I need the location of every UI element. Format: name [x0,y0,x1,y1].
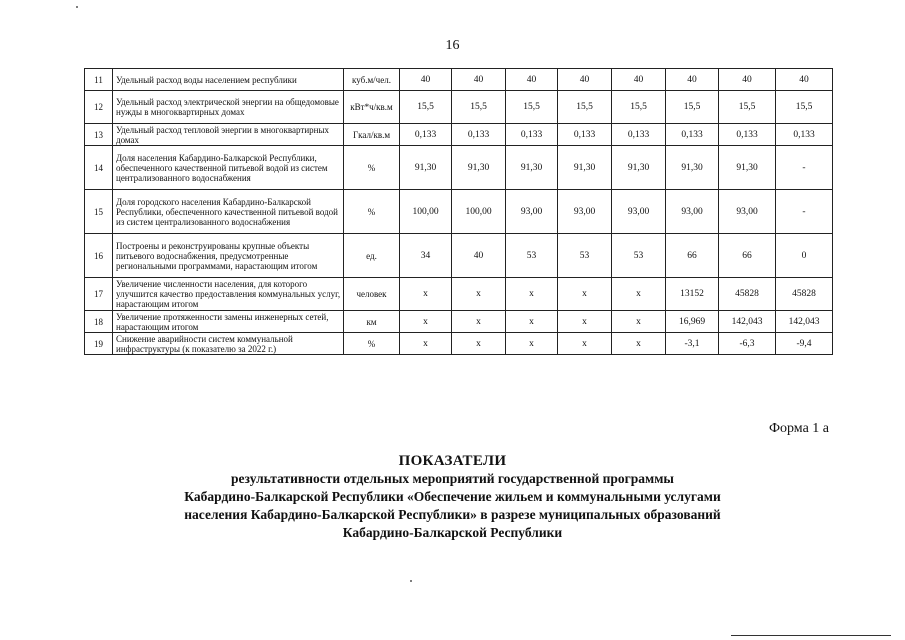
value-cell: 93,00 [558,190,612,234]
value-cell: 40 [400,69,452,91]
indicator-name-cell: Построены и реконструированы крупные объекты питьевого водоснабжения, предусмотренные региональными программами, нарастающим итогом [113,234,344,278]
value-cell: 93,00 [612,190,666,234]
value-cell: -3,1 [666,333,719,355]
value-cell: 0,133 [719,124,776,146]
indicator-name-cell: Доля городского населения Кабардино-Балкарской Республики, обеспеченного качественной питьевой водой из систем централизованного водоснабжения [113,190,344,234]
table-row [85,311,833,333]
value-cell: -6,3 [719,333,776,355]
unit-cell: % [344,190,400,234]
indicator-name-cell: Снижение аварийности систем коммунальной инфраструктуры (к показателю за 2022 г.) [113,333,344,355]
value-cell: 53 [558,234,612,278]
value-cell: 0,133 [666,124,719,146]
row-number-cell: 19 [85,333,113,355]
row-number-cell: 11 [85,69,113,91]
value-cell: 91,30 [719,146,776,190]
value-cell: 91,30 [506,146,558,190]
table-row [85,234,833,278]
indicators-table [84,68,833,355]
indicator-name-cell: Доля населения Кабардино-Балкарской Республики, обеспеченного качественной питьевой водой из систем централизованного водоснабжения [113,146,344,190]
value-cell: 0,133 [612,124,666,146]
value-cell: х [452,278,506,311]
table-row [85,124,833,146]
value-cell: 91,30 [666,146,719,190]
value-cell: 93,00 [719,190,776,234]
value-cell: 15,5 [558,91,612,124]
value-cell: - [776,146,833,190]
indicator-name-cell: Удельный расход электрической энергии на общедомовые нужды в многоквартирных домах [113,91,344,124]
value-cell: 45828 [776,278,833,311]
table-row [85,190,833,234]
value-cell: х [558,278,612,311]
value-cell: 34 [400,234,452,278]
value-cell: 15,5 [452,91,506,124]
unit-cell: куб.м/чел. [344,69,400,91]
unit-cell: человек [344,278,400,311]
value-cell: 91,30 [400,146,452,190]
value-cell: х [612,311,666,333]
indicator-name-cell: Удельный расход воды населением республики [113,69,344,91]
value-cell: 15,5 [776,91,833,124]
unit-cell: % [344,146,400,190]
scan-speck [76,6,78,8]
value-cell: 15,5 [612,91,666,124]
table-row [85,333,833,355]
value-cell: 53 [506,234,558,278]
row-number-cell: 16 [85,234,113,278]
indicator-name-cell: Удельный расход тепловой энергии в многоквартирных домах [113,124,344,146]
value-cell: -9,4 [776,333,833,355]
title-line: Кабардино-Балкарской Республики «Обеспечение жильем и коммунальными услугами [184,489,721,504]
title-heading: ПОКАЗАТЕЛИ [398,453,507,469]
value-cell: 13152 [666,278,719,311]
title-line: населения Кабардино-Балкарской Республики» в разрезе муниципальных образований [184,507,721,522]
table-row [85,146,833,190]
value-cell: х [400,333,452,355]
value-cell: х [506,278,558,311]
value-cell: х [400,311,452,333]
unit-cell: Гкал/кв.м [344,124,400,146]
value-cell: 142,043 [719,311,776,333]
row-number-cell: 12 [85,91,113,124]
value-cell: 0,133 [558,124,612,146]
value-cell: 93,00 [666,190,719,234]
value-cell: 93,00 [506,190,558,234]
value-cell: 40 [506,69,558,91]
row-number-cell: 14 [85,146,113,190]
value-cell: х [612,333,666,355]
value-cell: 66 [666,234,719,278]
row-number-cell: 18 [85,311,113,333]
page-number: 16 [445,38,460,53]
value-cell: 40 [719,69,776,91]
table-row [85,278,833,311]
indicator-name-cell: Увеличение протяженности замены инженерных сетей, нарастающим итогом [113,311,344,333]
value-cell: 91,30 [612,146,666,190]
value-cell: 40 [558,69,612,91]
value-cell: 15,5 [506,91,558,124]
unit-cell: км [344,311,400,333]
value-cell: 40 [452,69,506,91]
value-cell: 16,969 [666,311,719,333]
value-cell: 66 [719,234,776,278]
value-cell: х [452,333,506,355]
value-cell: 0,133 [400,124,452,146]
value-cell: 91,30 [558,146,612,190]
value-cell: 15,5 [719,91,776,124]
value-cell: 40 [666,69,719,91]
indicator-name-cell: Увеличение численности населения, для которого улучшится качество предоставления коммунальных услуг, нарастающим итогом [113,278,344,311]
value-cell: х [506,333,558,355]
title-line: Кабардино-Балкарской Республики [342,525,563,540]
row-number-cell: 17 [85,278,113,311]
title-line: результативности отдельных мероприятий государственной программы [231,471,674,486]
value-cell: х [400,278,452,311]
value-cell: 53 [612,234,666,278]
value-cell: - [776,190,833,234]
document-title [0,452,905,542]
value-cell: 100,00 [400,190,452,234]
unit-cell: ед. [344,234,400,278]
row-number-cell: 15 [85,190,113,234]
value-cell: 45828 [719,278,776,311]
scan-edge-line [731,635,891,636]
value-cell: х [558,311,612,333]
value-cell: 40 [612,69,666,91]
row-number-cell: 13 [85,124,113,146]
value-cell: 40 [452,234,506,278]
scan-speck [410,580,412,582]
form-label: Форма 1 а [768,421,829,436]
value-cell: х [612,278,666,311]
value-cell: х [506,311,558,333]
value-cell: х [452,311,506,333]
value-cell: 0,133 [452,124,506,146]
unit-cell: % [344,333,400,355]
indicators-table-body [85,69,833,355]
value-cell: 0 [776,234,833,278]
value-cell: 15,5 [400,91,452,124]
table-row [85,69,833,91]
value-cell: х [558,333,612,355]
unit-cell: кВт*ч/кв.м [344,91,400,124]
table-row [85,91,833,124]
value-cell: 91,30 [452,146,506,190]
value-cell: 100,00 [452,190,506,234]
value-cell: 40 [776,69,833,91]
value-cell: 142,043 [776,311,833,333]
value-cell: 0,133 [506,124,558,146]
value-cell: 15,5 [666,91,719,124]
value-cell: 0,133 [776,124,833,146]
